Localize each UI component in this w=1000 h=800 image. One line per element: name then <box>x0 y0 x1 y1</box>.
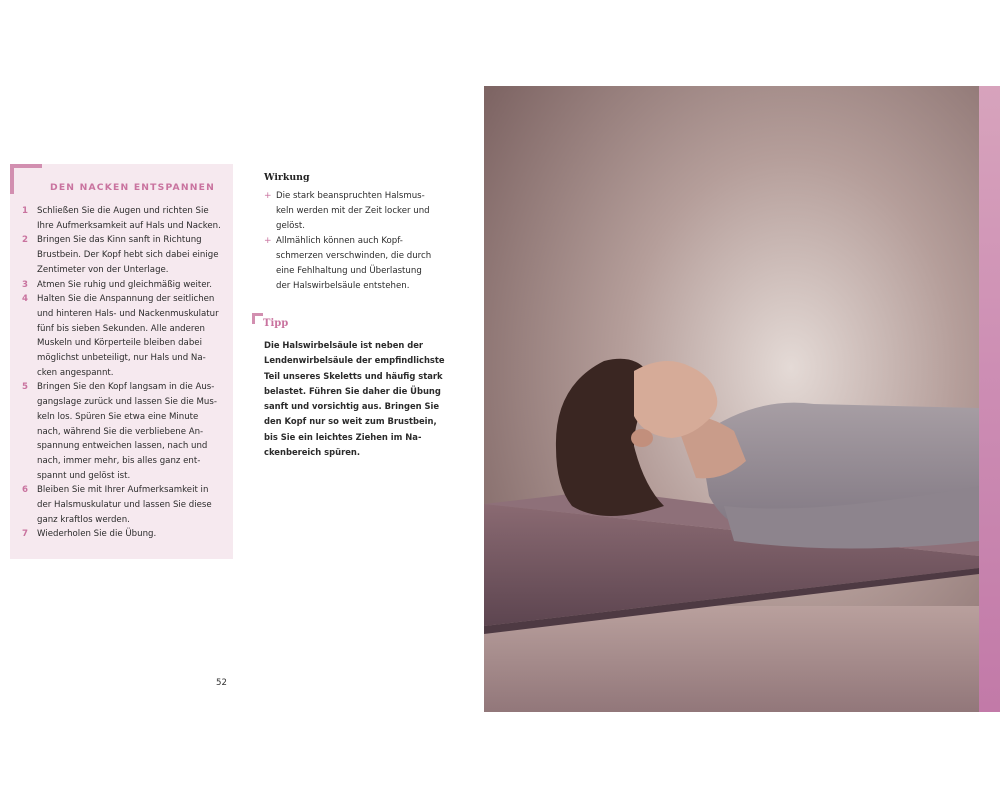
tipp-text-line: Die Halswirbelsäule ist neben der <box>264 340 424 350</box>
step-text-line: spannt und gelöst ist. <box>37 470 131 481</box>
step-text-line: Muskeln und Körperteile bleiben dabei <box>37 338 202 349</box>
step-item <box>10 483 233 527</box>
tipp-corner-accent-vertical <box>252 313 255 324</box>
wirkung-text-line: keln werden mit der Zeit locker und <box>276 206 430 216</box>
step-item <box>10 233 233 277</box>
step-number: 4 <box>22 294 28 305</box>
step-text-line: Brustbein. Der Kopf hebt sich dabei einige <box>37 250 219 261</box>
tipp-text-line: ckenbereich spüren. <box>264 447 361 458</box>
box-corner-accent-vertical <box>10 164 14 194</box>
step-text-line: möglichst unbeteiligt, nur Hals und Na- <box>37 353 206 364</box>
tipp-text-line: belastet. Führen Sie daher die Übung <box>264 385 441 396</box>
step-text-line: Zentimeter von der Unterlage. <box>37 264 169 275</box>
box-corner-accent <box>10 164 42 168</box>
wirkung-bullet <box>262 234 462 294</box>
step-text-line: gangslage zurück und lassen Sie die Mus- <box>37 397 217 408</box>
tipp-text-line: sanft und vorsichtig aus. Bringen Sie <box>264 401 440 412</box>
step-text-line: Ihre Aufmerksamkeit auf Hals und Nacken. <box>37 220 221 231</box>
step-text-line: Halten Sie die Anspannung der seitlichen <box>37 294 215 305</box>
edge-color-stripe <box>979 86 1000 712</box>
plus-bullet-icon: + <box>264 191 272 201</box>
instruction-box <box>10 164 233 559</box>
tipp-text-line: den Kopf nur so weit zum Brustbein, <box>264 416 437 427</box>
step-text-line: und hinteren Hals- und Nackenmuskulatur <box>37 308 219 319</box>
step-number: 5 <box>22 382 28 393</box>
step-item <box>10 204 233 233</box>
wirkung-text-line: schmerzen verschwinden, die durch <box>276 251 432 261</box>
photo-woman-lying-on-mat <box>484 86 979 712</box>
step-number: 2 <box>22 235 28 246</box>
wirkung-text-line: Allmählich können auch Kopf- <box>276 236 403 246</box>
tipp-heading: Tipp <box>263 318 289 329</box>
step-text-line: ganz kraftlos werden. <box>37 514 130 525</box>
wirkung-bullet <box>262 189 462 234</box>
step-text-line: cken angespannt. <box>37 367 114 378</box>
step-text-line: Atmen Sie ruhig und gleichmäßig weiter. <box>37 279 213 290</box>
step-number: 1 <box>22 206 28 216</box>
step-text-line: spannung entweichen lassen, nach und <box>37 441 208 452</box>
step-text-line: fünf bis sieben Sekunden. Alle anderen <box>37 323 206 334</box>
step-text-line: Bringen Sie den Kopf langsam in die Aus- <box>37 382 215 393</box>
tipp-text-line: Teil unseres Skeletts und häufig stark <box>264 370 443 381</box>
wirkung-text-line: der Halswirbelsäule entstehen. <box>276 281 410 291</box>
step-number: 6 <box>22 485 28 496</box>
step-item <box>10 292 233 380</box>
step-text-line: Bleiben Sie mit Ihrer Aufmerksamkeit in <box>37 485 209 496</box>
wirkung-text-line: gelöst. <box>276 221 305 231</box>
step-item <box>10 278 233 293</box>
step-text-line: Schließen Sie die Augen und richten Sie <box>37 206 209 216</box>
step-text-line: Wiederholen Sie die Übung. <box>37 529 157 540</box>
plus-bullet-icon: + <box>264 236 272 246</box>
step-item <box>10 380 233 483</box>
step-text-line: Bringen Sie das Kinn sanft in Richtung <box>37 235 202 246</box>
wirkung-text-line: eine Fehlhaltung und Überlastung <box>276 266 422 276</box>
step-text-line: keln los. Spüren Sie etwa eine Minute <box>37 411 199 422</box>
page-number: 52 <box>216 678 227 688</box>
wirkung-text-line: Die stark beanspruchten Halsmus- <box>276 191 425 201</box>
tipp-text-line: Lendenwirbelsäule der empfindlichste <box>264 355 445 366</box>
step-number: 3 <box>22 279 28 290</box>
box-title: DEN NACKEN ENTSPANNEN <box>50 182 216 193</box>
step-number: 7 <box>22 529 28 540</box>
wirkung-heading: Wirkung <box>264 172 310 183</box>
step-text-line: nach, immer mehr, bis alles ganz ent- <box>37 455 201 466</box>
step-text-line: nach, während Sie die verbliebene An- <box>37 426 204 437</box>
steps-list <box>10 204 233 542</box>
tipp-text-line: bis Sie ein leichtes Ziehen im Na- <box>264 431 422 442</box>
step-item <box>10 527 233 542</box>
tipp-text <box>264 338 464 460</box>
wirkung-bullets <box>262 189 462 294</box>
step-text-line: der Halsmuskulatur und lassen Sie diese <box>37 500 212 511</box>
